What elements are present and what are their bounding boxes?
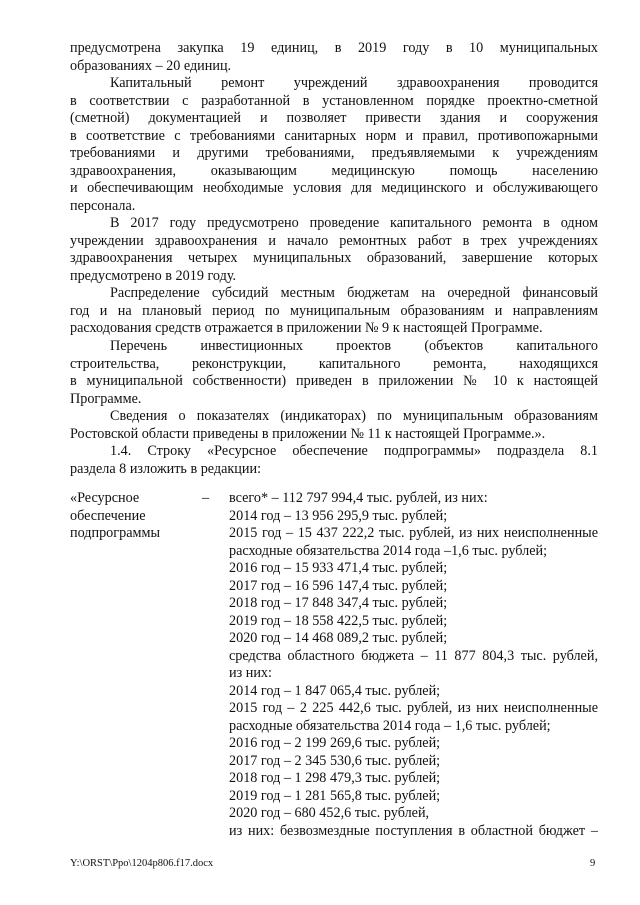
text-line: Ростовской области приведены в приложении № 11 к настоящей Программе.». — [70, 425, 546, 442]
text-line: Капитальный ремонт учреждений здравоохранения проводится — [110, 75, 598, 91]
resource-values — [229, 490, 598, 840]
label-line: обеспечение — [70, 507, 146, 524]
value-line: 2019 год – 18 558 422,5 тыс. рублей; — [229, 612, 448, 629]
value-line: 2017 год – 16 596 147,4 тыс. рублей; — [229, 577, 448, 594]
value-line: 2014 год – 1 847 065,4 тыс. рублей; — [229, 682, 441, 699]
value-line: 2018 год – 17 848 347,4 тыс. рублей; — [229, 595, 448, 611]
text-line: предусмотрено в 2019 году. — [70, 267, 237, 284]
text-line: и обеспечивающим необходимые условия для медицинского и обслуживающего — [70, 180, 598, 196]
value-line: 2016 год – 15 933 471,4 тыс. рублей; — [229, 560, 448, 576]
paragraph-subsidies — [70, 285, 598, 338]
text-line: Программе. — [70, 390, 142, 407]
label-line: подпрограммы — [70, 525, 160, 541]
page-number: 9 — [590, 858, 596, 869]
value-line: средства областного бюджета – 11 877 804,3 тыс. рублей, — [229, 647, 598, 664]
footer-file-path: Y:\ORST\Ppo\1204p806.f17.docx — [70, 858, 214, 869]
value-line: 2020 год – 14 468 089,2 тыс. рублей; — [229, 630, 448, 646]
text-line: 1.4. Строку «Ресурсное обеспечение подпрограммы» подраздела 8.1 — [110, 443, 598, 459]
label-line: «Ресурсное — [70, 490, 140, 506]
text-line: Перечень инвестиционных проектов (объектов капитального — [110, 338, 598, 354]
text-line: раздела 8 изложить в редакции: — [70, 460, 262, 477]
paragraph-2017-repairs — [70, 215, 598, 285]
value-line: расходные обязательства 2014 года –1,6 тыс. рублей; — [229, 542, 548, 559]
paragraph-amendment — [70, 443, 598, 478]
text-line: Распределение субсидий местным бюджетам на очередной финансовый — [110, 285, 598, 301]
value-line: расходные обязательства 2014 года – 1,6 тыс. рублей; — [229, 717, 551, 734]
value-line: 2018 год – 1 298 479,3 тыс. рублей; — [229, 770, 441, 786]
text-line: предусмотрена закупка 19 единиц, в 2019 году в 10 муниципальных — [70, 40, 598, 56]
text-line: в соответствии с разработанной в установленном порядке проектно-сметной — [70, 92, 598, 109]
value-line: 2014 год – 13 956 295,9 тыс. рублей; — [229, 507, 448, 524]
text-line: В 2017 году предусмотрено проведение капитального ремонта в одном — [110, 215, 598, 231]
value-line: 2019 год – 1 281 565,8 тыс. рублей; — [229, 787, 441, 804]
value-line: всего* – 112 797 994,4 тыс. рублей, из них: — [229, 490, 488, 506]
text-line: учреждении здравоохранения и начало ремонтных работ в трех учреждениях — [70, 232, 598, 249]
value-line: из них: безвозмездные поступления в областной бюджет – — [229, 822, 598, 839]
value-line: из них: — [229, 665, 272, 681]
value-line: 2015 год – 15 437 222,2 тыс. рублей, из них неисполненные — [229, 525, 598, 541]
value-line: 2016 год – 2 199 269,6 тыс. рублей; — [229, 735, 441, 751]
value-line: 2015 год – 2 225 442,6 тыс. рублей, из них неисполненные — [229, 700, 598, 716]
paragraph-procurement — [70, 40, 598, 75]
value-line: 2017 год – 2 345 530,6 тыс. рублей; — [229, 752, 441, 769]
paragraph-capital-repair — [70, 75, 598, 215]
text-line: здравоохранения, оказывающим медицинскую помощь населению — [70, 162, 598, 179]
text-line: Сведения о показателях (индикаторах) по муниципальным образованиям — [110, 408, 598, 424]
text-line: (сметной) документацией и позволяет привести здания и сооружения — [70, 110, 598, 126]
paragraph-investment-list — [70, 338, 598, 408]
text-line: расходования средств отражается в приложении № 9 к настоящей Программе. — [70, 320, 543, 336]
text-line: персонала. — [70, 197, 136, 214]
text-line: здравоохранения четырех муниципальных образований, завершение которых — [70, 250, 598, 266]
text-line: строительства, реконструкции, капитального ремонта, находящихся — [70, 355, 598, 372]
text-line: образованиях – 20 единиц. — [70, 57, 232, 74]
text-line: в муниципальной собственности) приведен в приложении № 10 к настоящей — [70, 373, 598, 389]
text-line: год и на плановый период по муниципальным образованиям и направлениям — [70, 302, 598, 319]
resource-dash: – — [202, 490, 210, 506]
value-line: 2020 год – 680 452,6 тыс. рублей, — [229, 805, 430, 821]
text-line: требованиями и другими требованиями, предъявляемыми к учреждениям — [70, 145, 598, 161]
text-line: в соответствие с требованиями санитарных норм и правил, противопожарными — [70, 127, 598, 144]
paragraph-indicators — [70, 408, 598, 443]
